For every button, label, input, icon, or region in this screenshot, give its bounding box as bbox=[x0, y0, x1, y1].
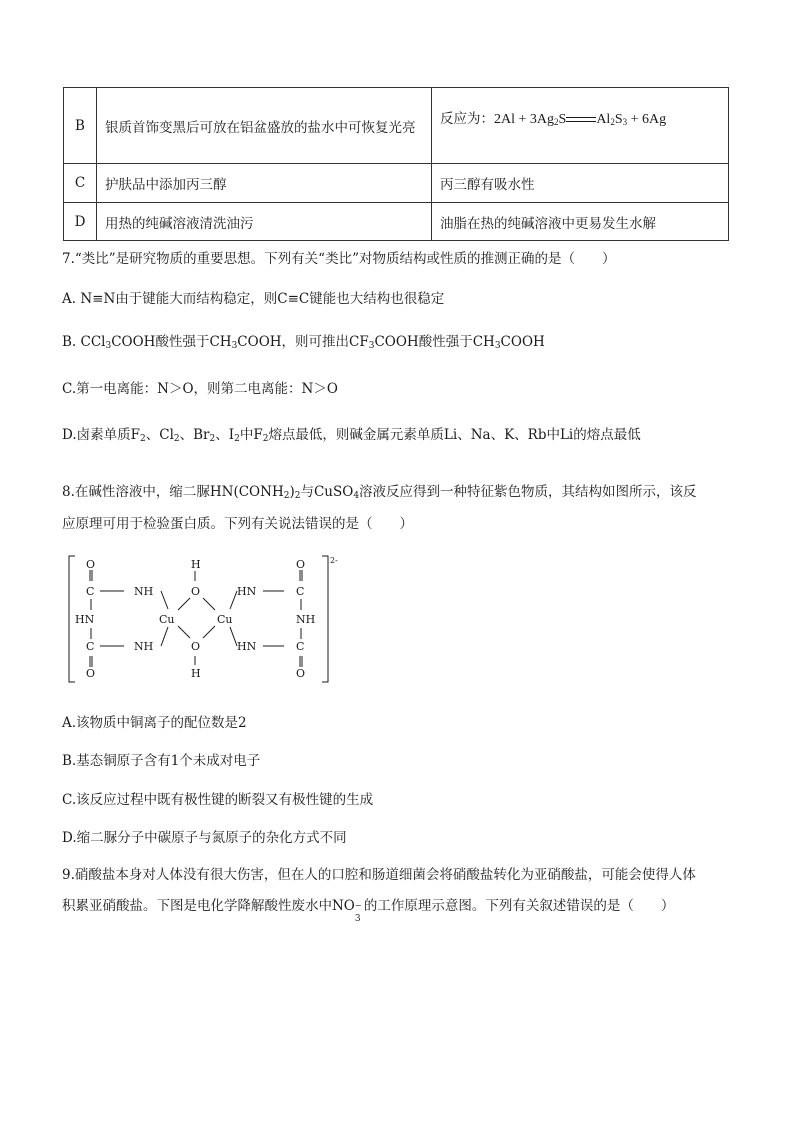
q9-stem-line2: 积累亚硝酸盐。下图是电化学降解酸性废水中NO − 3 的工作原理示意图。下列有关叙述错误的是（ ） bbox=[62, 898, 675, 924]
options-table bbox=[63, 87, 729, 241]
row-explanation: 油脂在热的纯碱溶液中更易发生水解 bbox=[432, 203, 729, 241]
atom-label: NH bbox=[134, 640, 154, 653]
complex-structure-diagram bbox=[62, 548, 362, 688]
q7-option-d: D.卤素单质$F_2$、$Cl_2$、$Br_2$、$I_2$中$F_2$熔点最低，则碱金属元素单质Li、Na、K、Rb中Li的熔点最低 bbox=[62, 427, 641, 444]
table-row bbox=[64, 164, 729, 203]
atom-label: NH bbox=[296, 613, 316, 626]
row-phenomenon: 银质首饰变黑后可放在铝盆盛放的盐水中可恢复光亮 bbox=[97, 88, 432, 164]
row-explanation: 丙三醇有吸水性 bbox=[432, 164, 729, 203]
atom-label: C bbox=[296, 640, 305, 653]
q7-stem: 7.“类比”是研究物质的重要思想。下列有关“类比”对物质结构或性质的推测正确的是（ ） bbox=[62, 251, 616, 267]
row-phenomenon: 用热的纯碱溶液清洗油污 bbox=[97, 203, 432, 241]
q7-option-a: A. N≡N由于键能大而结构稳定，则C≡C键能也大结构也很稳定 bbox=[62, 291, 445, 307]
atom-label: HN bbox=[75, 613, 95, 626]
atom-label: NH bbox=[134, 585, 154, 598]
atom-label: C bbox=[86, 585, 95, 598]
q8-option-a: A.该物质中铜离子的配位数是2 bbox=[62, 715, 247, 731]
q7-option-c: C.第一电离能：N＞O，则第二电离能：N＞O bbox=[62, 381, 338, 397]
atom-label: Cu bbox=[159, 613, 175, 626]
q8-option-c: C.该反应过程中既有极性键的断裂又有极性键的生成 bbox=[62, 792, 374, 808]
row-label: D bbox=[64, 203, 97, 241]
q9-stem-line1: 9.硝酸盐本身对人体没有很大伤害，但在人的口腔和肠道细菌会将硝酸盐转化为亚硝酸盐，可能会使得人体 bbox=[62, 867, 696, 883]
row-label: B bbox=[64, 88, 97, 164]
atom-label: O bbox=[86, 558, 96, 571]
row-label: C bbox=[64, 164, 97, 203]
atom-label: HN bbox=[237, 585, 257, 598]
atom-label: C bbox=[296, 585, 305, 598]
q8-stem-line1: 8.在碱性溶液中，缩二脲$HN(CONH_2)_2$与CuSO$_4$溶液反应得到一种特征紫色物质，其结构如图所示，该反 bbox=[62, 484, 697, 501]
atom-label: O bbox=[296, 667, 306, 680]
q8-option-b: B.基态铜原子含有1个未成对电子 bbox=[62, 753, 261, 769]
q7-option-b: B. CCl$_3$COOH酸性强于$CH_3COOH$，则可推出$CF_3COOH$酸性强于$CH_3COOH$ bbox=[62, 334, 545, 351]
charge-label: 2- bbox=[330, 556, 338, 565]
table-row bbox=[64, 88, 729, 164]
q8-stem-line2: 应原理可用于检验蛋白质。下列有关说法错误的是（ ） bbox=[62, 516, 413, 532]
table-row bbox=[64, 203, 729, 241]
atom-label: O bbox=[191, 585, 201, 598]
reaction-equation: $2Al + 3Ag_2S$ $Al_2S_3 + 6Ag$ bbox=[494, 112, 667, 127]
row-explanation bbox=[432, 88, 729, 164]
atom-label: O bbox=[296, 558, 306, 571]
atom-label: H bbox=[191, 667, 201, 680]
row-phenomenon: 护肤品中添加丙三醇 bbox=[97, 164, 432, 203]
atom-label: Cu bbox=[217, 613, 233, 626]
atom-label: H bbox=[191, 558, 201, 571]
reaction-prefix: 反应为： bbox=[440, 111, 494, 127]
atom-label: O bbox=[86, 667, 96, 680]
atom-label: O bbox=[191, 640, 201, 653]
q8-option-d: D.缩二脲分子中碳原子与氮原子的杂化方式不同 bbox=[62, 830, 347, 846]
atom-label: C bbox=[86, 640, 95, 653]
atom-label: HN bbox=[237, 640, 257, 653]
